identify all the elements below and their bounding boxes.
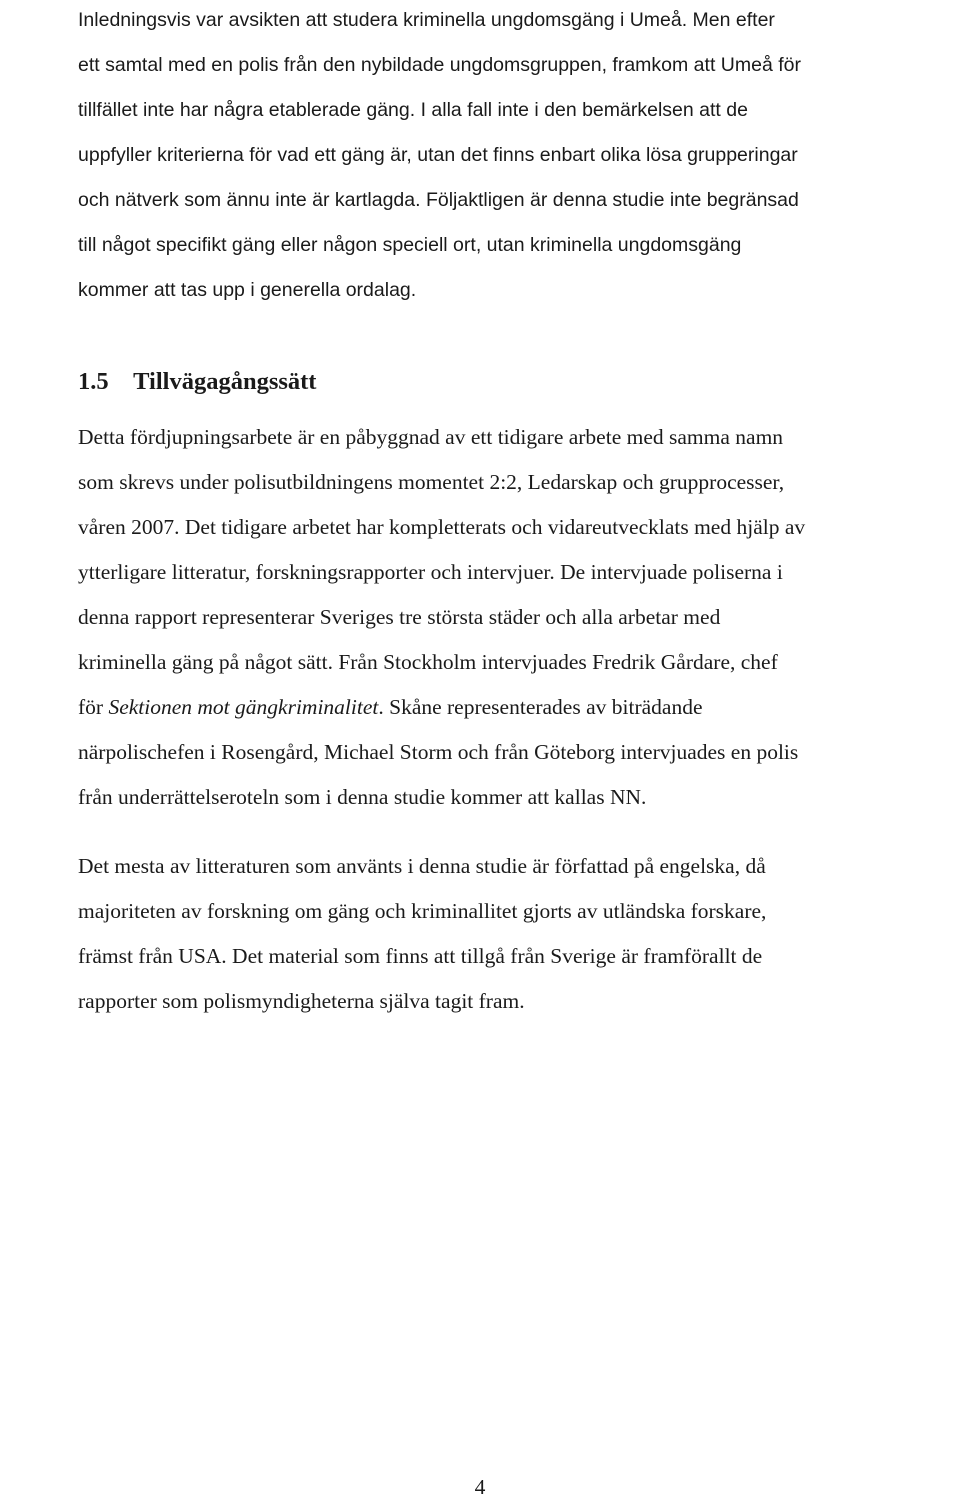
text-fragment: för bbox=[78, 695, 109, 719]
intro-paragraph bbox=[78, 0, 958, 313]
text-line: främst från USA. Det material som finns att tillgå från Sverige är framförallt de bbox=[78, 944, 763, 968]
text-line: närpolischefen i Rosengård, Michael Storm och från Göteborg intervjuades en polis bbox=[78, 740, 799, 764]
text-line: tillfället inte har några etablerade gäng. I alla fall inte i den bemärkelsen att de bbox=[78, 99, 748, 121]
text-line: Inledningsvis var avsikten att studera kriminella ungdomsgäng i Umeå. Men efter bbox=[78, 9, 775, 31]
section-number: 1.5 bbox=[78, 368, 109, 395]
text-line: som skrevs under polisutbildningens momentet 2:2, Ledarskap och grupprocesser, bbox=[78, 470, 785, 494]
text-line: Detta fördjupningsarbete är en påbyggnad av ett tidigare arbete med samma namn bbox=[78, 425, 784, 449]
text-line: till något specifikt gäng eller någon speciell ort, utan kriminella ungdomsgäng bbox=[78, 234, 742, 256]
text-line: Det mesta av litteraturen som använts i denna studie är författad på engelska, då bbox=[78, 854, 766, 878]
italic-unit-name: Sektionen mot gängkriminalitet bbox=[108, 695, 379, 719]
text-line: våren 2007. Det tidigare arbetet har kompletterats och vidareutvecklats med hjälp av bbox=[78, 515, 806, 539]
text-line: kommer att tas upp i generella ordalag. bbox=[78, 279, 417, 301]
text-line-with-italic bbox=[78, 685, 958, 730]
text-line: ytterligare litteratur, forskningsrapporter och intervjuer. De intervjuade poliserna i bbox=[78, 560, 783, 584]
text-line: och nätverk som ännu inte är kartlagda. Följaktligen är denna studie inte begränsad bbox=[78, 189, 799, 211]
text-line: ett samtal med en polis från den nybildade ungdomsgruppen, framkom att Umeå för bbox=[78, 54, 801, 76]
text-fragment: . Skåne representerades av biträdande bbox=[378, 695, 703, 719]
text-line: rapporter som polismyndigheterna själva tagit fram. bbox=[78, 989, 525, 1013]
text-line: uppfyller kriterierna för vad ett gäng är, utan det finns enbart olika lösa grupperingar bbox=[78, 144, 798, 166]
text-line: från underrättelseroteln som i denna studie kommer att kallas NN. bbox=[78, 785, 647, 809]
text-line: kriminella gäng på något sätt. Från Stockholm intervjuades Fredrik Gårdare, chef bbox=[78, 650, 778, 674]
literature-paragraph bbox=[78, 844, 958, 1024]
method-paragraph bbox=[78, 415, 958, 820]
section-heading bbox=[78, 362, 316, 402]
section-title: Tillvägagångssätt bbox=[133, 368, 317, 395]
text-line: denna rapport representerar Sveriges tre största städer och alla arbetar med bbox=[78, 605, 721, 629]
text-line: majoriteten av forskning om gäng och kriminallitet gjorts av utländska forskare, bbox=[78, 899, 767, 923]
page-number: 4 bbox=[474, 1475, 486, 1499]
